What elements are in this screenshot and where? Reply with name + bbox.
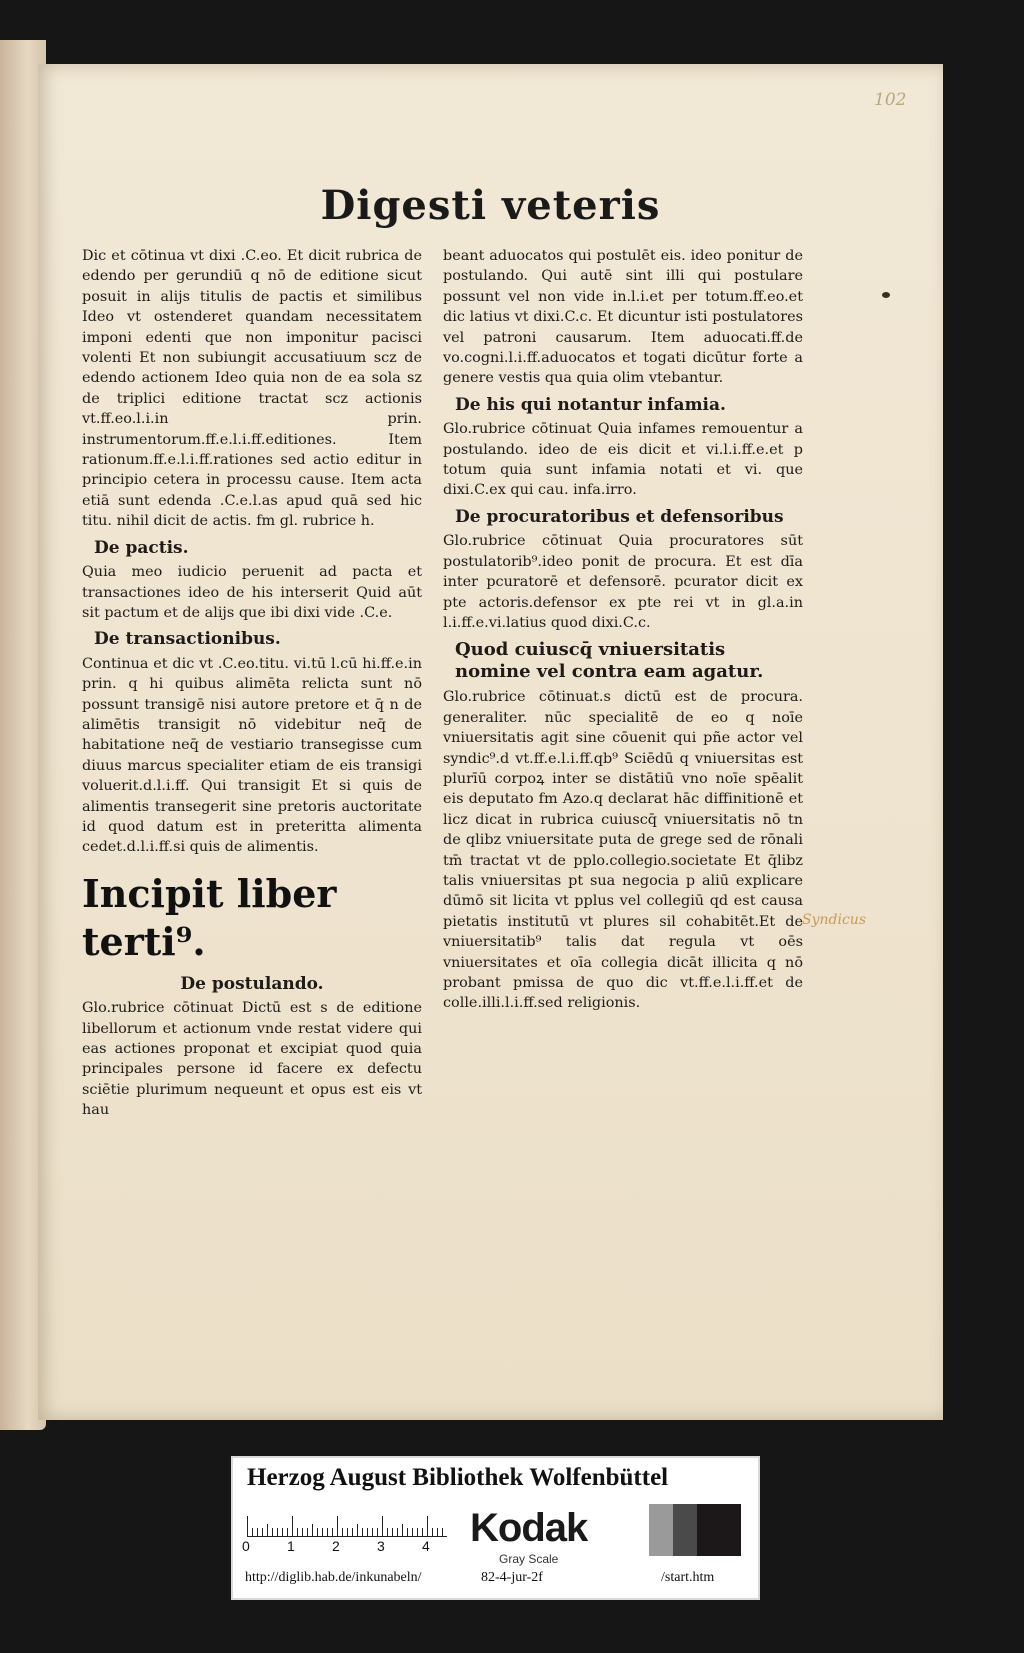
library-name: Herzog August Bibliothek Wolfenbüttel <box>247 1464 669 1491</box>
pactis-paragraph: Quia meo iudicio peruenit ad pacta et transactiones ideo de his interserit Quid aūt sit pactum et de alijs que ibi dixi vide .C.e. <box>82 564 422 621</box>
gray-scale-label: Gray Scale <box>499 1552 559 1566</box>
rubric-postulando: De postulando. <box>180 973 324 994</box>
rubric-vniuersitatis: Quod cuiuscq̄ vniuersitatis nomine vel contra eam agatur. <box>455 639 764 683</box>
start-link[interactable]: /start.htm <box>661 1570 715 1585</box>
rubric-procuratoribus: De procuratoribus et defensoribus <box>455 506 784 527</box>
left-column <box>82 246 422 1124</box>
kodak-logo: Kodak <box>470 1506 588 1550</box>
color-calibration-bar <box>231 1456 760 1600</box>
ruler-label-1: 1 <box>287 1538 295 1554</box>
swatch-black <box>697 1504 741 1556</box>
vniuersitatis-paragraph: Glo.rubrice cōtinuat.s dictū est de procura. generaliter. nūc specialitē de eo q noīe vniuersitatis agit sine cōuenit qui pñe actor vel syndic⁹.d vt.ff.e.l.i.ff.qb⁹ Sciēdū q vniuersitas est plurīū corpoꝝ inter se distātiū vno noīe spēalit eis deputato fm Azo.q declarat hāc diffinitionē et licz dicat in rubrica cuiuscq̄ vniuersitatis nō tn de qlibz vniuersitate puta de grege sed de rōnali tm̄ tractat vt de pplo.collegio.societate Et q̄libz talis vniuersitas pt sua negocia p aliū explicare dūmō sit licita vt pplus vel collegiū qd est causa pietatis institutū vt plures sil cohabitēt.Et de vniuersitatib⁹ talis dat regula vt oēs vniuersitates et oīa collegia dicāt illicita q nō probant pmissa de quo dic vt.ff.e.l.i.ff.et de colle.illi.l.i.ff.sed religionis. <box>443 689 803 1012</box>
rubric-infamia: De his qui notantur infamia. <box>455 394 726 415</box>
ruler-label-3: 3 <box>377 1538 385 1554</box>
shelfmark: 82-4-jur-2f <box>481 1570 543 1585</box>
document-page <box>38 64 943 1420</box>
continuation-paragraph: beant aduocatos qui postulēt eis. ideo ponitur de postulando. Qui autē sint illi qui postulare possunt vel non vide in.l.i.et per totum.ff.eo.et dic latius vt dixi.C.c. Et dicuntur isti postulatores vel patroni causarum. Item aduocati.ff.de vo.cogni.l.i.ff.aduocatos et togati dicūtur forte a genere vestis qua quia olim vtebantur. <box>443 248 803 387</box>
ruler-label-2: 2 <box>332 1538 340 1554</box>
library-url-link[interactable]: http://diglib.hab.de/inkunabeln/ <box>245 1570 422 1585</box>
ruler-label-0: 0 <box>242 1538 250 1554</box>
margin-annotation: Syndicus <box>802 912 866 928</box>
rubric-pactis: De pactis. <box>94 537 189 558</box>
ink-spot <box>882 292 890 298</box>
procuratoribus-paragraph: Glo.rubrice cōtinuat Quia procuratores sūt postulatorib⁹.ideo ponit de procura. Et est dīa inter pcuratorē et defensorē. pcurator dicit ex pte actoris.defensor ex pte rei vt in gl.a.in l.i.ff.e.vi.latius quod dixi.C.c. <box>443 533 803 631</box>
transactionibus-paragraph: Continua et dic vt .C.eo.titu. vi.tū l.cū hi.ff.e.in prin. q hi quibus alimēta relicta sunt nō possunt transigē nisi autore pretore et q̄ n de alimētis transigit nō videbitur neq̄ de habitatione neq̄ de vestiario transegisse cum diuus marcus specialiter etiam de eis transigi voluerit.d.l.i.ff. Qui transigit Et si quis de alimentis transegerit sine pretoris auctoritate id quod datum est in preteritta alimenta cedet.d.l.i.ff.si quis de alimentis. <box>82 655 422 856</box>
right-column <box>443 246 803 1017</box>
folio-number: 102 <box>874 90 907 110</box>
ruler-label-4: 4 <box>422 1538 430 1554</box>
infamia-paragraph: Glo.rubrice cōtinuat Quia infames remouentur a postulando. ideo de eis dicit et vi.l.i.ff.e.et p totum quia sunt infamia notati et vi. que dixi.C.ex qui cau. infa.irro. <box>443 421 803 499</box>
rubric-transactionibus: De transactionibus. <box>94 629 281 650</box>
intro-paragraph: Dic et cōtinua vt dixi .C.eo. Et dicit rubrica de edendo per gerundiū q nō de editione sicut posuit in alijs titulis de pactis et similibus Ideo vt ostenderet quandam necessitatem imponi edenti que non imponitur pacisci volenti Et non subiungit accusatiuum scz de edendo actionem Ideo quia non de ea sola sz de triplici editione tractat scz actionis vt.ff.eo.l.i.in prin. instrumentorum.ff.e.l.i.ff.editiones. Item rationum.ff.e.l.i.ff.rationes sed actio editur in principio cetera in processu cause. Item acta etiā sunt edenda .C.e.l.as apud quā sed hic titu. nihil dicit de actis. fm gl. rubrice h. <box>82 248 422 530</box>
ruler-scale <box>247 1508 447 1537</box>
postulando-paragraph: Glo.rubrice cōtinuat Dictū est s de editione libellorum et actionum vnde restat videre qui eas actiones proponat et excipiat quod quia principales persone id facere ex defectu sciētie plurimum nequeunt et opus est eis vt hau <box>82 1000 422 1119</box>
book-title: Incipit liber terti⁹. <box>82 870 337 964</box>
running-head: Digesti veteris <box>320 182 661 229</box>
